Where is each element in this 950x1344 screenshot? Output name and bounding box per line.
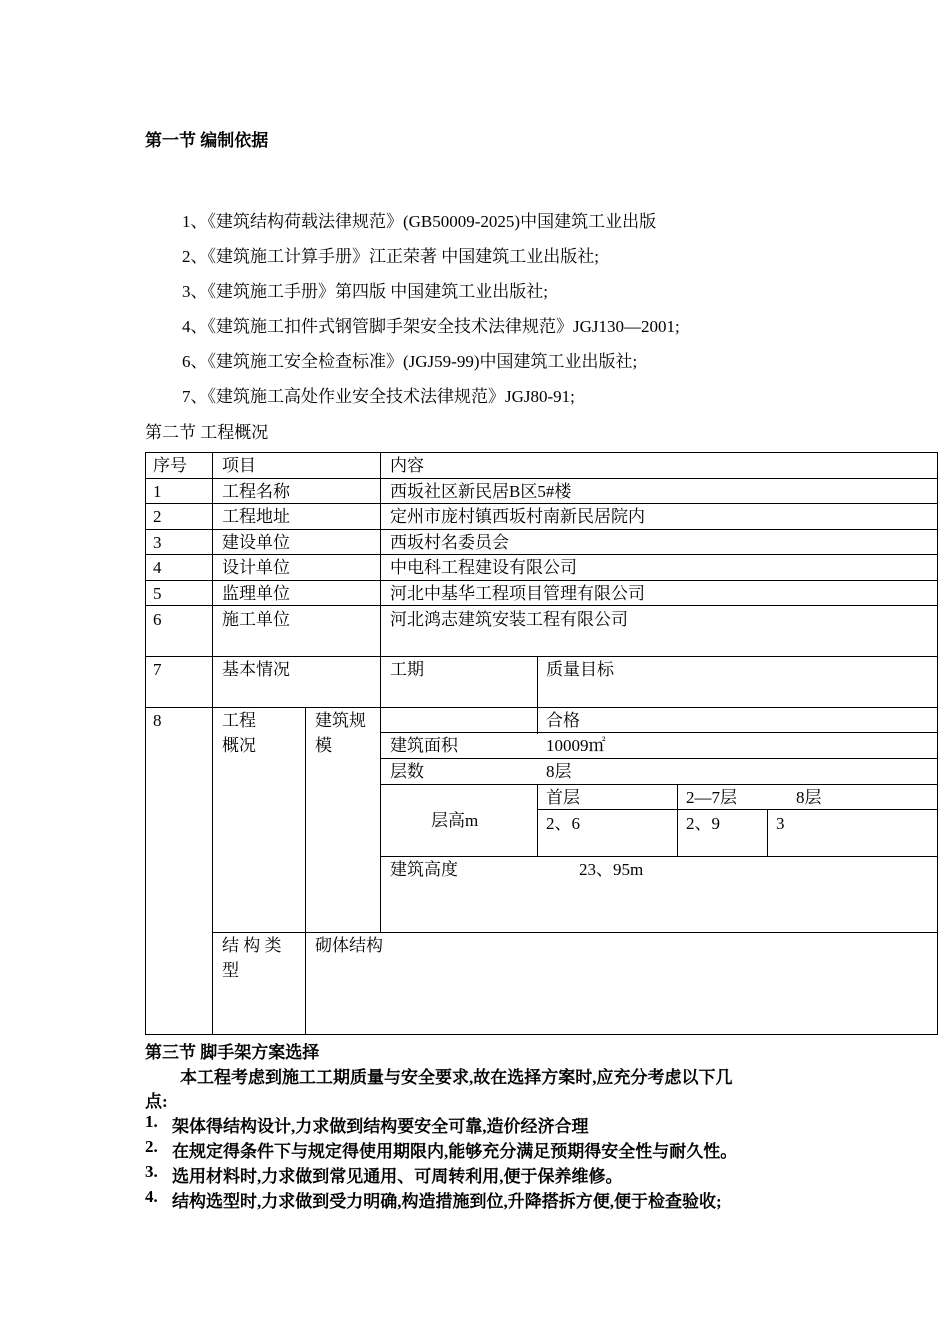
- table-cell: 工程名称: [222, 482, 290, 501]
- section3-intro-continued: 点:: [145, 1092, 168, 1111]
- list-item-number: 1.: [145, 1112, 158, 1131]
- table-cell: 基本情况: [222, 660, 290, 679]
- list-item: 在规定得条件下与规定得使用期限内,能够充分满足预期得安全性与耐久性。: [172, 1142, 738, 1161]
- table-cell: 23、95m: [579, 860, 644, 879]
- table-cell: 8层: [796, 788, 822, 807]
- list-item-number: 3.: [145, 1162, 158, 1181]
- table-cell: 层高m: [431, 811, 479, 830]
- reference-item: 4、《建筑施工扣件式钢管脚手架安全技术法律规范》JGJ130—2001;: [182, 317, 680, 336]
- table-cell: 5: [153, 584, 162, 603]
- table-cell: 砌体结构: [315, 936, 383, 955]
- reference-item: 3、《建筑施工手册》第四版 中国建筑工业出版社;: [182, 282, 548, 301]
- table-cell: 8层: [546, 762, 572, 781]
- list-item: 选用材料时,力求做到常见通用、可周转利用,便于保养维修。: [172, 1167, 623, 1186]
- table-cell: 7: [153, 660, 162, 679]
- table-cell: 合格: [546, 711, 580, 730]
- table-cell: 2—7层: [686, 788, 737, 807]
- table-cell: 建设单位: [222, 533, 290, 552]
- table-cell: 3: [153, 533, 162, 552]
- table-cell: 施工单位: [222, 610, 290, 629]
- table-header: 项目: [222, 456, 256, 475]
- section2-title: 第二节 工程概况: [145, 423, 269, 442]
- table-cell: 中电科工程建设有限公司: [390, 558, 577, 577]
- table-cell: 层数: [390, 762, 424, 781]
- table-cell: 8: [153, 711, 162, 730]
- table-cell: 建筑高度: [390, 860, 458, 879]
- list-item-number: 4.: [145, 1187, 158, 1206]
- reference-item: 2、《建筑施工计算手册》江正荣著 中国建筑工业出版社;: [182, 247, 599, 266]
- table-cell: 西坂社区新民居B区5#楼: [390, 482, 572, 501]
- table-cell: 模: [315, 736, 332, 755]
- section3-title: 第三节 脚手架方案选择: [145, 1043, 320, 1062]
- table-cell: 2、6: [546, 814, 580, 833]
- table-cell: 监理单位: [222, 584, 290, 603]
- table-cell: 建筑规: [315, 711, 366, 730]
- reference-item: 7、《建筑施工高处作业安全技术法律规范》JGJ80-91;: [182, 387, 575, 406]
- table-cell: 定州市庞村镇西坂村南新民居院内: [390, 507, 645, 526]
- list-item-number: 2.: [145, 1137, 158, 1156]
- table-cell: 工程地址: [222, 507, 290, 526]
- table-cell: 建筑面积: [390, 736, 458, 755]
- table-cell: 首层: [546, 788, 580, 807]
- table-cell: 设计单位: [222, 558, 290, 577]
- table-cell: 概况: [222, 736, 256, 755]
- table-cell: 工程: [222, 711, 256, 730]
- list-item: 架体得结构设计,力求做到结构要安全可靠,造价经济合理: [172, 1117, 589, 1136]
- list-item: 结构选型时,力求做到受力明确,构造措施到位,升降搭拆方便,便于检查验收;: [172, 1192, 722, 1211]
- table-cell: 西坂村名委员会: [390, 533, 509, 552]
- table-cell: 质量目标: [546, 660, 614, 679]
- table-cell: 2、9: [686, 814, 720, 833]
- table-cell: 型: [222, 961, 239, 980]
- table-cell: 10009㎡: [546, 736, 606, 755]
- reference-item: 6、《建筑施工安全检查标准》(JGJ59-99)中国建筑工业出版社;: [182, 352, 638, 371]
- section1-title: 第一节 编制依据: [145, 131, 269, 150]
- table-cell: 工期: [390, 660, 424, 679]
- table-cell: 河北中基华工程项目管理有限公司: [390, 584, 645, 603]
- table-cell: 1: [153, 482, 162, 501]
- table-cell: 结 构 类: [222, 936, 282, 955]
- table-header: 内容: [390, 456, 424, 475]
- table-cell: 2: [153, 507, 162, 526]
- reference-item: 1、《建筑结构荷载法律规范》(GB50009-2025)中国建筑工业出版: [182, 212, 657, 231]
- table-cell: 4: [153, 558, 162, 577]
- section3-intro: 本工程考虑到施工工期质量与安全要求,故在选择方案时,应充分考虑以下几: [180, 1068, 733, 1087]
- table-cell: 6: [153, 610, 162, 629]
- table-cell: 河北鸿志建筑安装工程有限公司: [390, 610, 628, 629]
- table-cell: 3: [776, 814, 785, 833]
- table-header: 序号: [153, 456, 187, 475]
